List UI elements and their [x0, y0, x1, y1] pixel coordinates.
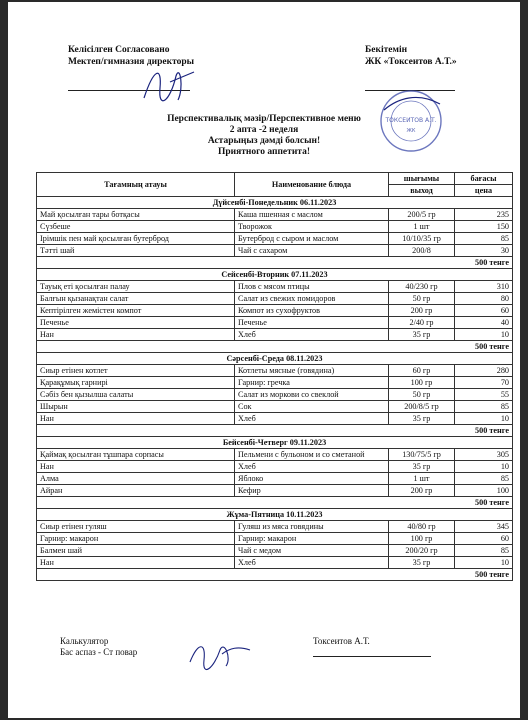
dish-kz: Балмен шай	[37, 545, 235, 557]
table-row	[37, 557, 513, 569]
dish-price: 150	[455, 221, 513, 233]
dish-ru: Хлеб	[235, 413, 389, 425]
table-row	[37, 293, 513, 305]
footer-calculator: Калькулятор	[60, 636, 109, 646]
dish-qty: 200 гр	[389, 485, 455, 497]
dish-price: 85	[455, 473, 513, 485]
table-row	[37, 485, 513, 497]
table-row	[37, 221, 513, 233]
dish-price: 10	[455, 329, 513, 341]
dish-price: 85	[455, 545, 513, 557]
table-row	[37, 317, 513, 329]
stamp-small-text: ЖК	[406, 128, 416, 134]
dish-kz: Тауық еті қосылған палау	[37, 281, 235, 293]
dish-ru: Пельмени с бульоном и со сметаной	[235, 449, 389, 461]
total-row	[37, 569, 513, 581]
dish-qty: 130/75/5 гр	[389, 449, 455, 461]
dish-kz: Балғын қызанақтан салат	[37, 293, 235, 305]
table-row	[37, 473, 513, 485]
table-row	[37, 365, 513, 377]
dish-ru: Печенье	[235, 317, 389, 329]
dish-kz: Айран	[37, 485, 235, 497]
total-row	[37, 497, 513, 509]
table-row	[37, 377, 513, 389]
menu-title: Перспективалық мәзір/Перспективное меню	[167, 114, 361, 124]
dish-price: 310	[455, 281, 513, 293]
dish-ru: Гуляш из мяса говядины	[235, 521, 389, 533]
table-row	[37, 533, 513, 545]
header-output-ru: выход	[389, 185, 455, 197]
dish-price: 10	[455, 557, 513, 569]
dish-ru: Салат из моркови со свеклой	[235, 389, 389, 401]
dish-qty: 50 гр	[389, 293, 455, 305]
dish-ru: Компот из сухофруктов	[235, 305, 389, 317]
dish-kz: Печенье	[37, 317, 235, 329]
table-row	[37, 413, 513, 425]
dish-qty: 40/230 гр	[389, 281, 455, 293]
header-price-ru: цена	[455, 185, 513, 197]
day-header-row	[37, 353, 513, 365]
footer-right	[313, 636, 370, 647]
dish-price: 85	[455, 233, 513, 245]
dish-ru: Творожок	[235, 221, 389, 233]
dish-price: 80	[455, 293, 513, 305]
dish-ru: Салат из свежих помидоров	[235, 293, 389, 305]
day-title: Бейсенбі-Четверг 09.11.2023	[37, 437, 513, 449]
dish-price: 85	[455, 401, 513, 413]
dish-qty: 200/20 гр	[389, 545, 455, 557]
total-row	[37, 425, 513, 437]
dish-ru: Чай с сахаром	[235, 245, 389, 257]
table-row	[37, 329, 513, 341]
footer-left	[60, 636, 137, 658]
dish-ru: Сок	[235, 401, 389, 413]
dish-price: 280	[455, 365, 513, 377]
dish-kz: Нан	[37, 557, 235, 569]
dish-ru: Плов с мясом птицы	[235, 281, 389, 293]
table-row	[37, 245, 513, 257]
dish-price: 30	[455, 245, 513, 257]
day-total: 500 тенге	[37, 341, 513, 353]
dish-ru: Хлеб	[235, 461, 389, 473]
dish-price: 60	[455, 533, 513, 545]
dish-qty: 1 шт	[389, 221, 455, 233]
dish-qty: 200 гр	[389, 305, 455, 317]
dish-price: 70	[455, 377, 513, 389]
dish-kz: Алма	[37, 473, 235, 485]
dish-ru: Гарнир: макарон	[235, 533, 389, 545]
dish-price: 100	[455, 485, 513, 497]
day-total: 500 тенге	[37, 497, 513, 509]
dish-qty: 200/8	[389, 245, 455, 257]
dish-ru: Хлеб	[235, 329, 389, 341]
approval-right-line2: ЖК «Токсеитов А.Т.»	[365, 57, 457, 67]
dish-kz: Қарақұмық гарнирі	[37, 377, 235, 389]
dish-price: 40	[455, 317, 513, 329]
day-header-row	[37, 197, 513, 209]
dish-kz: Сүзбеше	[37, 221, 235, 233]
dish-qty: 35 гр	[389, 557, 455, 569]
dish-qty: 40/80 гр	[389, 521, 455, 533]
dish-price: 345	[455, 521, 513, 533]
dish-qty: 100 гр	[389, 377, 455, 389]
dish-kz: Нан	[37, 461, 235, 473]
day-title: Дүйсенбі-Понедельник 06.11.2023	[37, 197, 513, 209]
menu-table	[36, 172, 513, 581]
table-row	[37, 389, 513, 401]
dish-price: 235	[455, 209, 513, 221]
dish-kz: Нан	[37, 413, 235, 425]
table-row	[37, 545, 513, 557]
dish-price: 10	[455, 461, 513, 473]
table-row	[37, 233, 513, 245]
dish-price: 305	[455, 449, 513, 461]
menu-title-block	[8, 114, 520, 158]
dish-ru: Котлеты мясные (говядина)	[235, 365, 389, 377]
approval-left-line2: Мектеп/гимназия директоры	[68, 57, 195, 67]
day-total: 500 тенге	[37, 569, 513, 581]
day-header-row	[37, 269, 513, 281]
header-dish-kz: Тағамның атауы	[37, 173, 235, 197]
greeting-kz: Астарыңыз дәмді болсын!	[207, 136, 321, 146]
table-row	[37, 461, 513, 473]
total-row	[37, 341, 513, 353]
dish-ru: Гарнир: гречка	[235, 377, 389, 389]
dish-price: 60	[455, 305, 513, 317]
dish-qty: 200/8/5 гр	[389, 401, 455, 413]
dish-kz: Май қосылған тары ботқасы	[37, 209, 235, 221]
table-row	[37, 401, 513, 413]
day-total: 500 тенге	[37, 257, 513, 269]
dish-price: 10	[455, 413, 513, 425]
dish-ru: Кефир	[235, 485, 389, 497]
footer-name: Токсеитов А.Т.	[313, 636, 370, 646]
document-page	[8, 2, 520, 718]
table-row	[37, 449, 513, 461]
dish-qty: 50 гр	[389, 389, 455, 401]
dish-ru: Хлеб	[235, 557, 389, 569]
dish-kz: Қаймақ қосылған тұшпара сорпасы	[37, 449, 235, 461]
table-row	[37, 305, 513, 317]
greeting-ru: Приятного аппетита!	[217, 147, 310, 157]
table-header-row	[37, 173, 513, 185]
dish-qty: 35 гр	[389, 329, 455, 341]
director-signature-icon	[140, 58, 200, 108]
day-header-row	[37, 437, 513, 449]
menu-week: 2 апта -2 неделя	[229, 125, 299, 135]
dish-ru: Каша пшенная с маслом	[235, 209, 389, 221]
dish-qty: 200/5 гр	[389, 209, 455, 221]
day-title: Сейсенбі-Вторник 07.11.2023	[37, 269, 513, 281]
dish-kz: Кептірілген жемістен компот	[37, 305, 235, 317]
total-row	[37, 257, 513, 269]
day-title: Жұма-Пятница 10.11.2023	[37, 509, 513, 521]
header-output-kz: шығымы	[389, 173, 455, 185]
table-row	[37, 281, 513, 293]
dish-ru: Яблоко	[235, 473, 389, 485]
dish-kz: Сиыр етінен котлет	[37, 365, 235, 377]
dish-kz: Сәбіз бен қызылша салаты	[37, 389, 235, 401]
header-dish-ru: Наименование блюда	[235, 173, 389, 197]
dish-qty: 35 гр	[389, 413, 455, 425]
day-title: Сәрсенбі-Среда 08.11.2023	[37, 353, 513, 365]
approval-right-line1: Бекітемін	[365, 45, 408, 55]
day-total: 500 тенге	[37, 425, 513, 437]
footer-signature-line	[313, 656, 431, 657]
dish-ru: Бутерброд с сыром и маслом	[235, 233, 389, 245]
approval-right	[365, 44, 457, 68]
dish-price: 55	[455, 389, 513, 401]
dish-qty: 35 гр	[389, 461, 455, 473]
dish-ru: Чай с медом	[235, 545, 389, 557]
dish-kz: Тәтті шай	[37, 245, 235, 257]
dish-kz: Шырын	[37, 401, 235, 413]
dish-qty: 1 шт	[389, 473, 455, 485]
stamp-center-text: ТОКСЕИТОВ А.Т.	[385, 117, 437, 124]
table-row	[37, 521, 513, 533]
dish-kz: Ірімшік пен май қосылған бутерброд	[37, 233, 235, 245]
chef-signature-icon	[186, 636, 256, 672]
dish-kz: Нан	[37, 329, 235, 341]
approval-left-line1: Келісілген Согласовано	[68, 45, 170, 55]
day-header-row	[37, 509, 513, 521]
footer-chef: Бас аспаз - Ст повар	[60, 647, 138, 657]
dish-qty: 100 гр	[389, 533, 455, 545]
dish-kz: Сиыр етінен гуляш	[37, 521, 235, 533]
dish-qty: 10/10/35 гр	[389, 233, 455, 245]
dish-kz: Гарнир: макарон	[37, 533, 235, 545]
dish-qty: 60 гр	[389, 365, 455, 377]
dish-qty: 2/40 гр	[389, 317, 455, 329]
header-price-kz: бағасы	[455, 173, 513, 185]
table-row	[37, 209, 513, 221]
